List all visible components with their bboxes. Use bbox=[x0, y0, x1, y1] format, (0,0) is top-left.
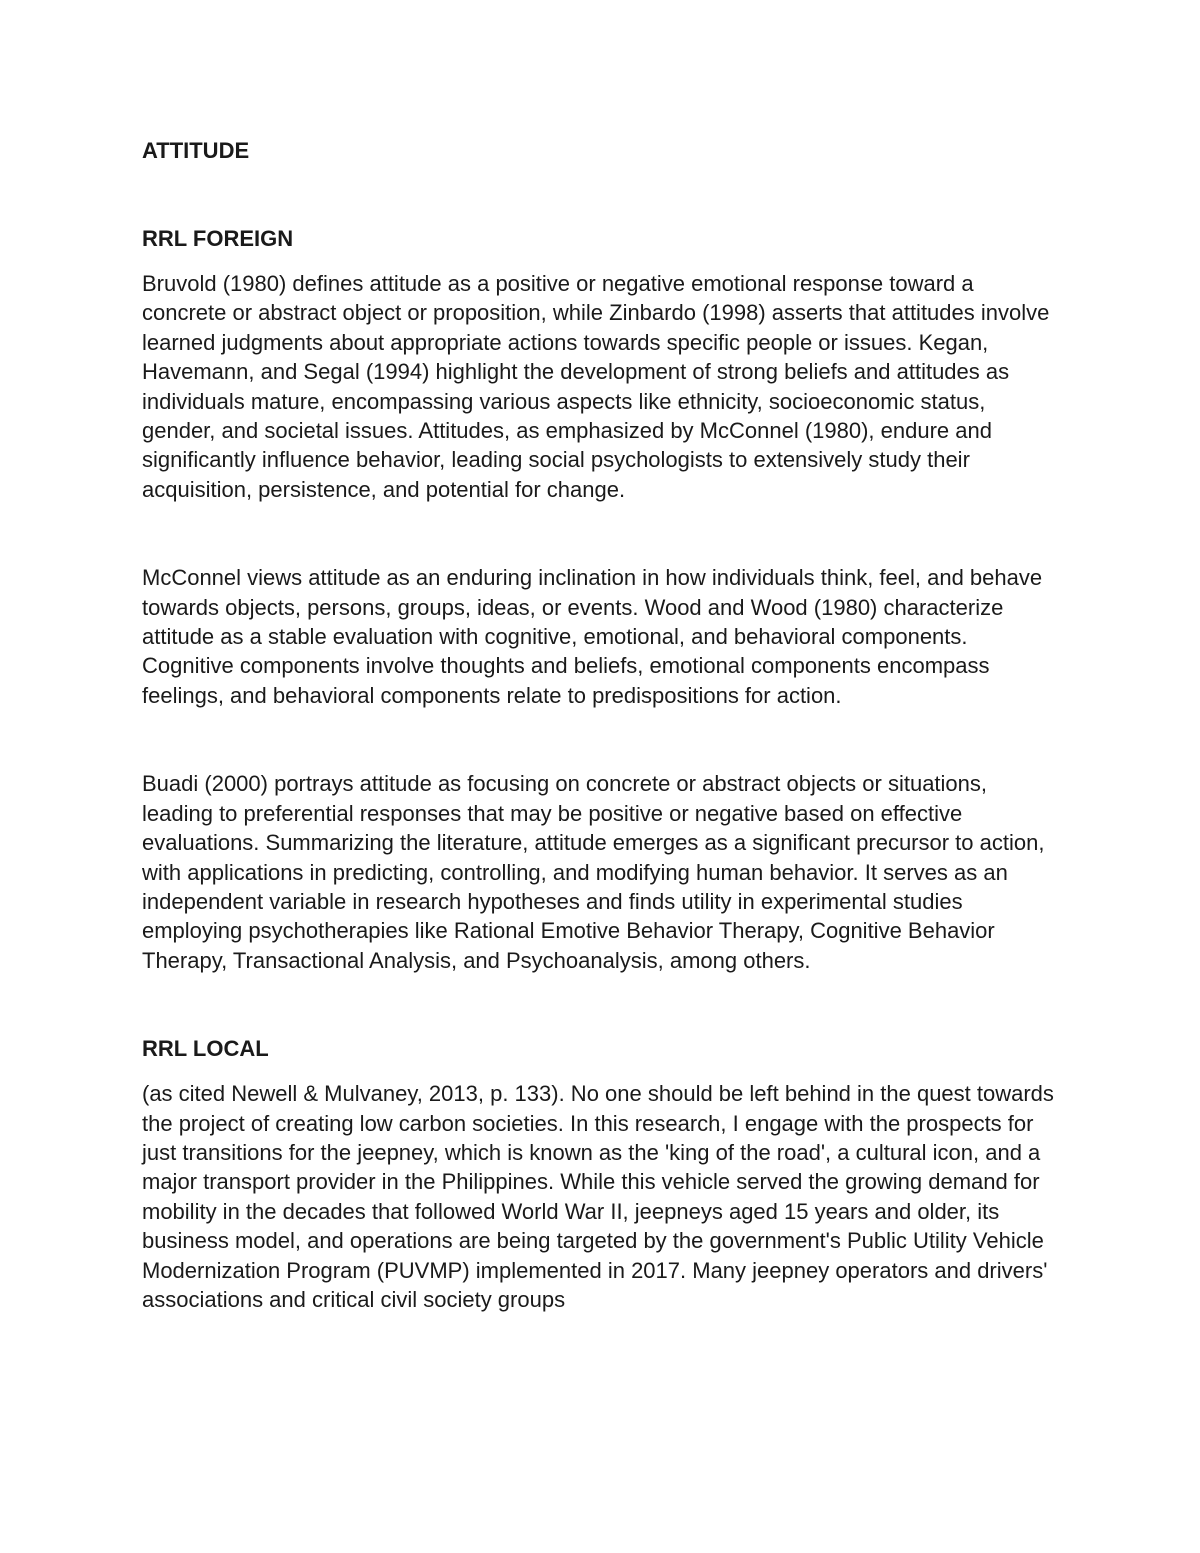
document-body bbox=[142, 136, 1062, 1314]
document-title: ATTITUDE bbox=[142, 138, 250, 163]
paragraph-mcconnel: McConnel views attitude as an enduring inclination in how individuals think, feel, and behave towards objects, persons, groups, ideas, or events. Wood and Wood (1980) characterize attitude as a stable evaluation with cognitive, emotional, and behavioral components. Cognitive components involve thoughts and beliefs, emotional components encompass feelings, and behavioral components relate to predispositions for action. bbox=[142, 565, 1043, 708]
paragraph-bruvold: Bruvold (1980) defines attitude as a positive or negative emotional response toward a concrete or abstract object or proposition, while Zinbardo (1998) asserts that attitudes involve learned judgments about appropriate actions towards specific people or issues. Kegan, Havemann, and Segal (1994) highlight the development of strong beliefs and attitudes as individuals mature, encompassing various aspects like ethnicity, socioeconomic status, gender, and societal issues. Attitudes, as emphasized by McConnel (1980), endure and significantly influence behavior, leading social psychologists to extensively study their acquisition, persistence, and potential for change. bbox=[142, 271, 1050, 502]
section-heading-rrl-local: RRL LOCAL bbox=[142, 1036, 269, 1062]
paragraph-jeepney: (as cited Newell & Mulvaney, 2013, p. 133). No one should be left behind in the quest towards the project of creating low carbon societies. In this research, I engage with the prospects for just transitions for the jeepney, which is known as the 'king of the road', a cultural icon, and a major transport provider in the Philippines. While this vehicle served the growing demand for mobility in the decades that followed World War II, jeepneys aged 15 years and older, its business model, and operations are being targeted by the government's Public Utility Vehicle Modernization Program (PUVMP) implemented in 2017. Many jeepney operators and drivers' associations and critical civil society groups bbox=[142, 1081, 1054, 1312]
section-heading-rrl-foreign: RRL FOREIGN bbox=[142, 226, 294, 251]
paragraph-buadi: Buadi (2000) portrays attitude as focusing on concrete or abstract objects or situations, leading to preferential responses that may be positive or negative based on effective evaluations. Summarizing the literature, attitude emerges as a significant precursor to action, with applications in predicting, controlling, and modifying human behavior. It serves as an independent variable in research hypotheses and finds utility in experimental studies employing psychotherapies like Rational Emotive Behavior Therapy, Cognitive Behavior Therapy, Transactional Analysis, and Psychoanalysis, among others. bbox=[142, 771, 1045, 973]
